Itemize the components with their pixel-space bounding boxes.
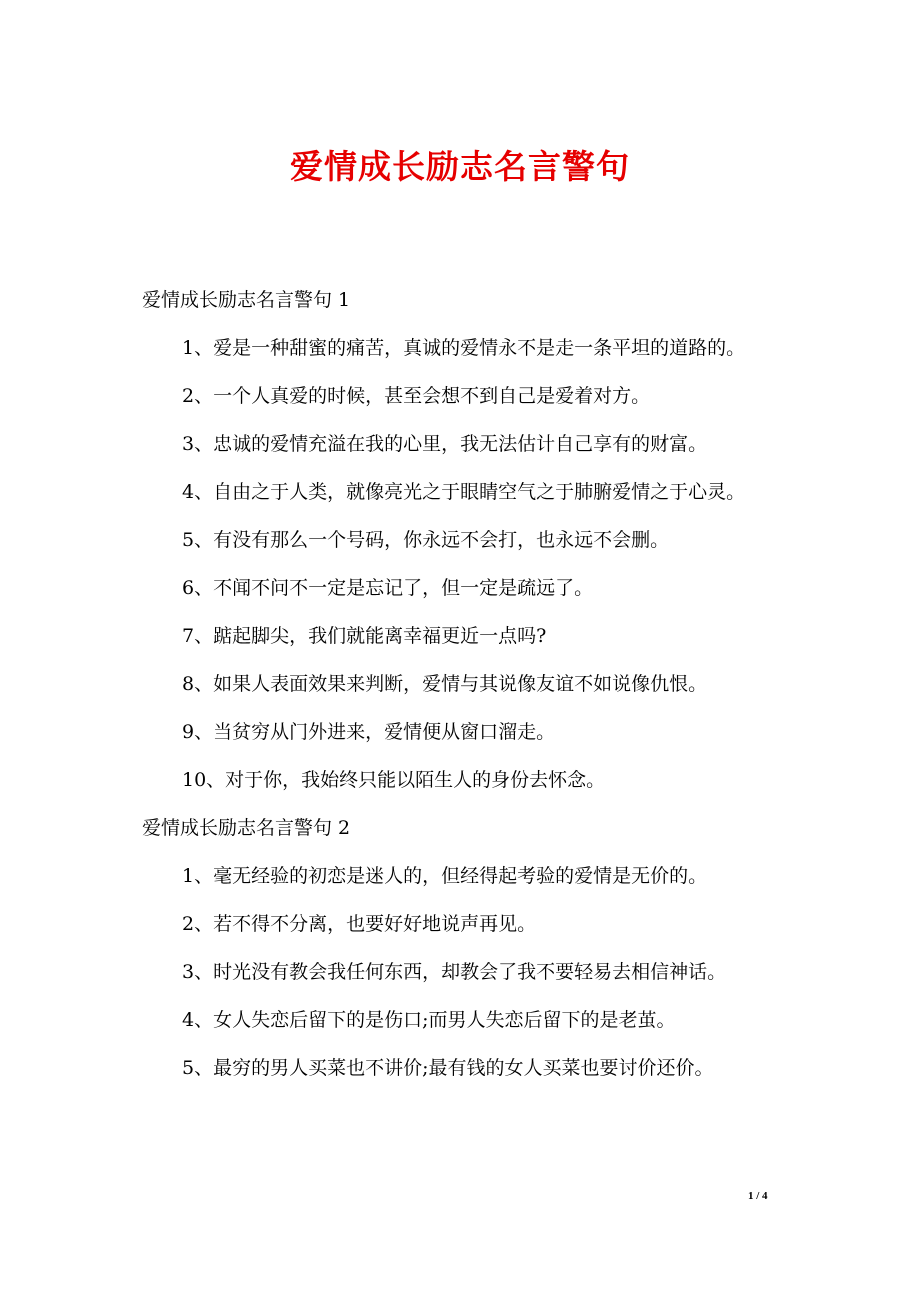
quote-item: 10、对于你，我始终只能以陌生人的身份去怀念。 — [182, 769, 606, 791]
quote-item: 6、不闻不问不一定是忘记了，但一定是疏远了。 — [182, 577, 594, 599]
quote-item: 5、有没有那么一个号码，你永远不会打，也永远不会删。 — [182, 529, 670, 551]
section-heading: 爱情成长励志名言警句 2 — [142, 817, 351, 839]
document-body — [142, 276, 792, 1092]
document-title: 爱情成长励志名言警句 — [290, 147, 630, 186]
quote-item: 3、时光没有教会我任何东西，却教会了我不要轻易去相信神话。 — [182, 961, 727, 983]
quote-item: 5、最穷的男人买菜也不讲价;最有钱的女人买菜也要讨价还价。 — [182, 1057, 714, 1079]
quote-item: 9、当贫穷从门外进来，爱情便从窗口溜走。 — [182, 721, 556, 743]
quote-item: 1、毫无经验的初恋是迷人的，但经得起考验的爱情是无价的。 — [182, 865, 708, 887]
quote-item: 4、自由之于人类，就像亮光之于眼睛空气之于肺腑爱情之于心灵。 — [182, 481, 746, 503]
quote-item: 4、女人失恋后留下的是伤口;而男人失恋后留下的是老茧。 — [182, 1009, 676, 1031]
quote-item: 7、踮起脚尖，我们就能离幸福更近一点吗? — [182, 625, 547, 647]
section-heading: 爱情成长励志名言警句 1 — [142, 289, 351, 311]
page-number: 1 / 4 — [748, 1190, 768, 1202]
quote-item: 3、忠诚的爱情充溢在我的心里，我无法估计自己享有的财富。 — [182, 433, 708, 455]
quote-item: 2、若不得不分离，也要好好地说声再见。 — [182, 913, 537, 935]
quote-item: 1、爱是一种甜蜜的痛苦，真诚的爱情永不是走一条平坦的道路的。 — [182, 337, 746, 359]
quote-item: 8、如果人表面效果来判断，爱情与其说像友谊不如说像仇恨。 — [182, 673, 708, 695]
quote-item: 2、一个人真爱的时候，甚至会想不到自己是爱着对方。 — [182, 385, 651, 407]
